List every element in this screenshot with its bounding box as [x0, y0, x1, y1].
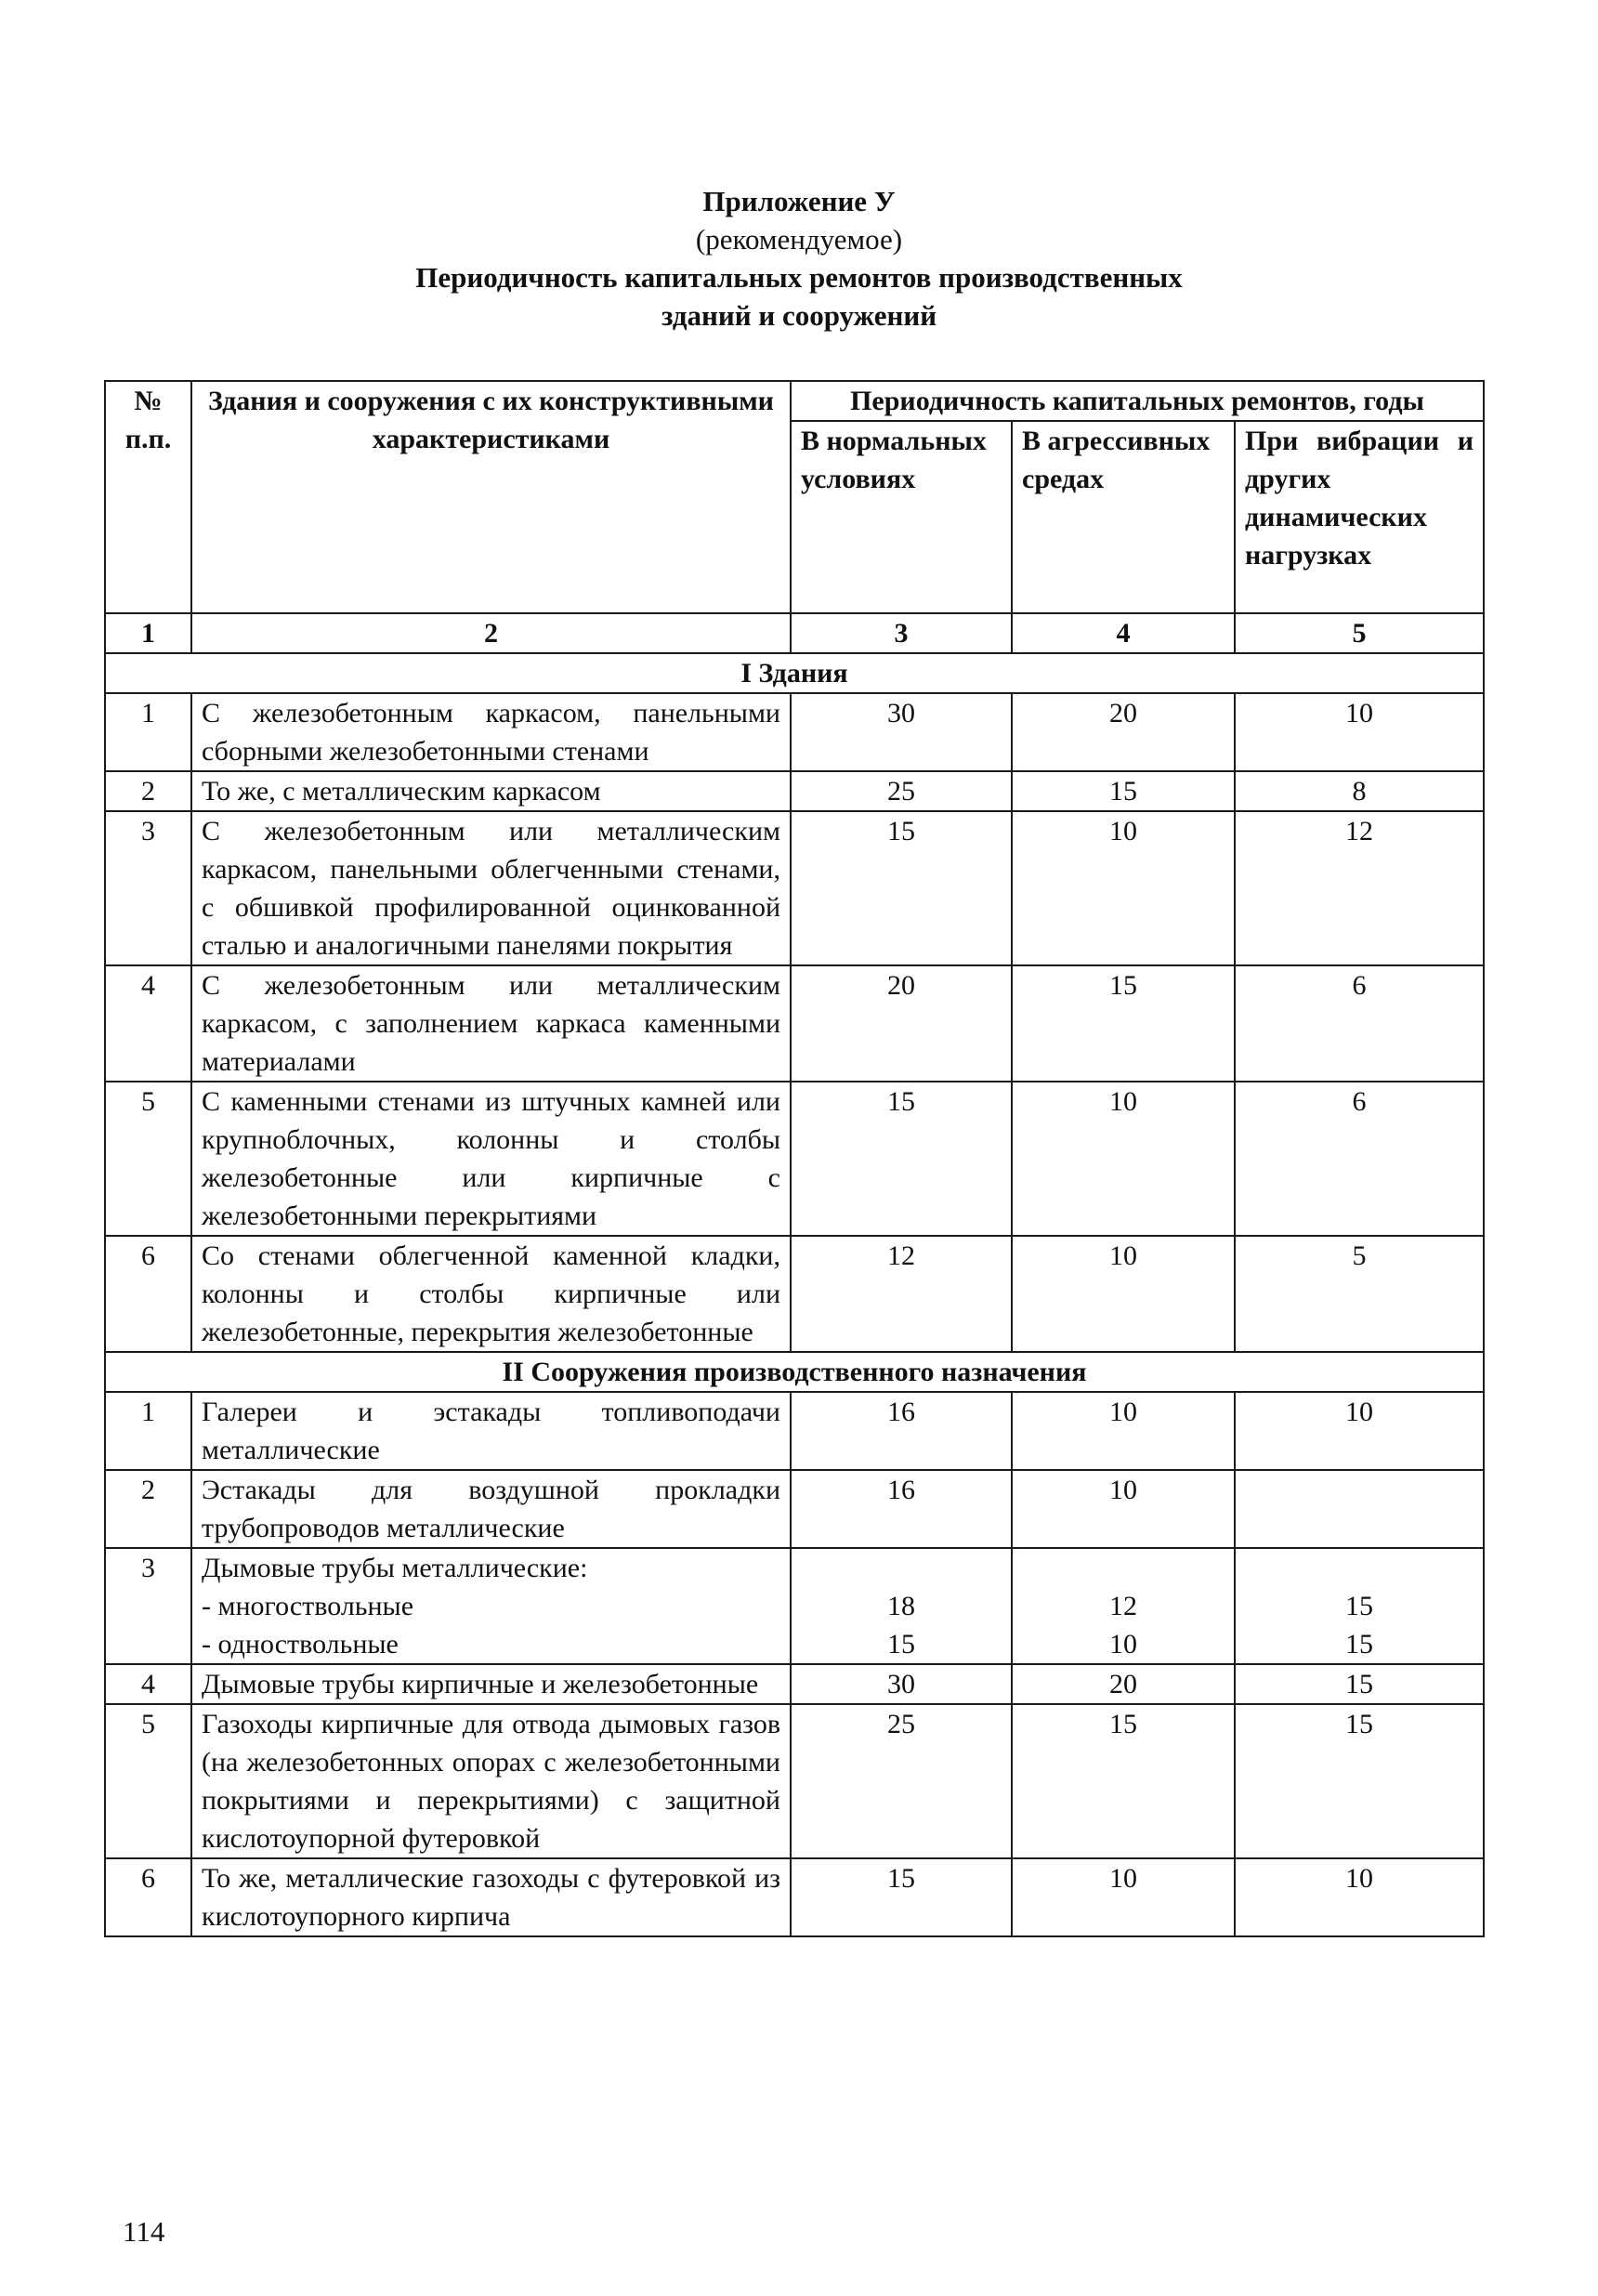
row-number: 5 [105, 1082, 191, 1236]
value-aggressive: 10 [1012, 811, 1235, 965]
value-vibration [1235, 1470, 1484, 1548]
value-aggressive [1012, 1548, 1235, 1664]
row-description: То же, металлические газоходы с футеровкой из кислотоупорного кирпича [191, 1858, 791, 1936]
table-row [105, 693, 1484, 771]
appendix-status: (рекомендуемое) [695, 223, 903, 256]
value-vibration [1235, 1548, 1484, 1664]
row-number: 6 [105, 1236, 191, 1352]
value-normal: 30 [791, 693, 1012, 771]
value-normal-multi: 18 [887, 1591, 915, 1621]
page-number: 114 [123, 2215, 165, 2248]
header-num: № п.п. [105, 381, 191, 613]
value-vibration: 10 [1235, 1858, 1484, 1936]
value-aggressive-single: 10 [1109, 1629, 1137, 1660]
value-vibration: 15 [1235, 1664, 1484, 1704]
section-row [105, 653, 1484, 693]
value-aggressive: 10 [1012, 1236, 1235, 1352]
table-row [105, 1664, 1484, 1704]
value-aggressive: 10 [1012, 1082, 1235, 1236]
row-description: С железобетонным или металлическим каркасом, с заполнением каркаса каменными материалами [191, 965, 791, 1082]
value-normal: 15 [791, 1082, 1012, 1236]
row-number: 1 [105, 1392, 191, 1470]
document-title-line-2: зданий и сооружений [661, 299, 937, 332]
row-number: 2 [105, 1470, 191, 1548]
document-title-line-1: Периодичность капитальных ремонтов производственных [415, 261, 1183, 294]
value-normal: 15 [791, 811, 1012, 965]
table-row [105, 1392, 1484, 1470]
header-aggressive: В агрессивных средах [1012, 421, 1235, 613]
appendix-title: Приложение У [702, 185, 896, 217]
value-aggressive: 20 [1012, 693, 1235, 771]
column-number-row [105, 613, 1484, 653]
header-vibration: При вибрации и других динамических нагрузках [1235, 421, 1484, 613]
header-building: Здания и сооружения с их конструктивными характеристиками [191, 381, 791, 613]
table-row [105, 1858, 1484, 1936]
table-row [105, 965, 1484, 1082]
value-aggressive-multi: 12 [1109, 1591, 1137, 1621]
value-vibration: 8 [1235, 771, 1484, 811]
column-number: 3 [791, 613, 1012, 653]
table-row [105, 811, 1484, 965]
document-heading [0, 182, 1598, 335]
value-vibration: 10 [1235, 693, 1484, 771]
row-description: То же, с металлическим каркасом [191, 771, 791, 811]
column-number: 2 [191, 613, 791, 653]
value-normal: 25 [791, 1704, 1012, 1858]
row-description: Газоходы кирпичные для отвода дымовых газов (на железобетонных опорах с железобетонными покрытиями и перекрытиями) с защитной кислотоупорной футеровкой [191, 1704, 791, 1858]
value-normal [791, 1548, 1012, 1664]
repair-periodicity-table [104, 380, 1485, 1937]
section-row [105, 1352, 1484, 1392]
table-row [105, 1548, 1484, 1664]
row-subitem: - одноствольные [202, 1629, 399, 1660]
row-number: 5 [105, 1704, 191, 1858]
row-number: 3 [105, 811, 191, 965]
value-normal: 20 [791, 965, 1012, 1082]
row-description: С железобетонным или металлическим каркасом, панельными облегченными стенами, с обшивкой профилированной оцинкованной сталью и аналогичными панелями покрытия [191, 811, 791, 965]
row-description: Эстакады для воздушной прокладки трубопроводов металлические [191, 1470, 791, 1548]
table-header-row [105, 381, 1484, 421]
value-normal-single: 15 [887, 1629, 915, 1660]
value-aggressive: 10 [1012, 1392, 1235, 1470]
table-row [105, 1470, 1484, 1548]
row-number: 4 [105, 965, 191, 1082]
row-description: С железобетонным каркасом, панельными сборными железобетонными стенами [191, 693, 791, 771]
value-normal: 15 [791, 1858, 1012, 1936]
column-number: 5 [1235, 613, 1484, 653]
value-normal: 16 [791, 1470, 1012, 1548]
value-vibration: 6 [1235, 1082, 1484, 1236]
value-vibration: 5 [1235, 1236, 1484, 1352]
header-normal: В нормальных условиях [791, 421, 1012, 613]
column-number: 4 [1012, 613, 1235, 653]
table-row [105, 771, 1484, 811]
section-title-structures: II Сооружения производственного назначения [105, 1352, 1484, 1392]
value-normal: 12 [791, 1236, 1012, 1352]
value-normal: 16 [791, 1392, 1012, 1470]
table-row [105, 1236, 1484, 1352]
column-number: 1 [105, 613, 191, 653]
value-vibration: 12 [1235, 811, 1484, 965]
value-aggressive: 15 [1012, 1704, 1235, 1858]
value-normal: 30 [791, 1664, 1012, 1704]
header-periodicity: Периодичность капитальных ремонтов, годы [791, 381, 1484, 421]
row-description: С каменными стенами из штучных камней или крупноблочных, колонны и столбы железобетонные или кирпичные с железобетонными перекрытиями [191, 1082, 791, 1236]
value-normal: 25 [791, 771, 1012, 811]
table-row [105, 1704, 1484, 1858]
value-vibration: 6 [1235, 965, 1484, 1082]
row-number: 3 [105, 1548, 191, 1664]
value-vibration-multi: 15 [1345, 1591, 1373, 1621]
table-row [105, 1082, 1484, 1236]
section-title-buildings: I Здания [105, 653, 1484, 693]
value-aggressive: 15 [1012, 965, 1235, 1082]
row-description: Дымовые трубы кирпичные и железобетонные [191, 1664, 791, 1704]
row-description: Галереи и эстакады топливоподачи металлические [191, 1392, 791, 1470]
value-vibration: 15 [1235, 1704, 1484, 1858]
value-vibration: 10 [1235, 1392, 1484, 1470]
row-number: 4 [105, 1664, 191, 1704]
value-vibration-single: 15 [1345, 1629, 1373, 1660]
value-aggressive: 10 [1012, 1470, 1235, 1548]
row-description [191, 1548, 791, 1664]
value-aggressive: 20 [1012, 1664, 1235, 1704]
row-subitem: - многоствольные [202, 1591, 414, 1621]
value-aggressive: 15 [1012, 771, 1235, 811]
row-description: Со стенами облегченной каменной кладки, колонны и столбы кирпичные или железобетонные, перекрытия железобетонные [191, 1236, 791, 1352]
row-description-main: Дымовые трубы металлические: [202, 1553, 588, 1583]
row-number: 2 [105, 771, 191, 811]
row-number: 1 [105, 693, 191, 771]
row-number: 6 [105, 1858, 191, 1936]
value-aggressive: 10 [1012, 1858, 1235, 1936]
